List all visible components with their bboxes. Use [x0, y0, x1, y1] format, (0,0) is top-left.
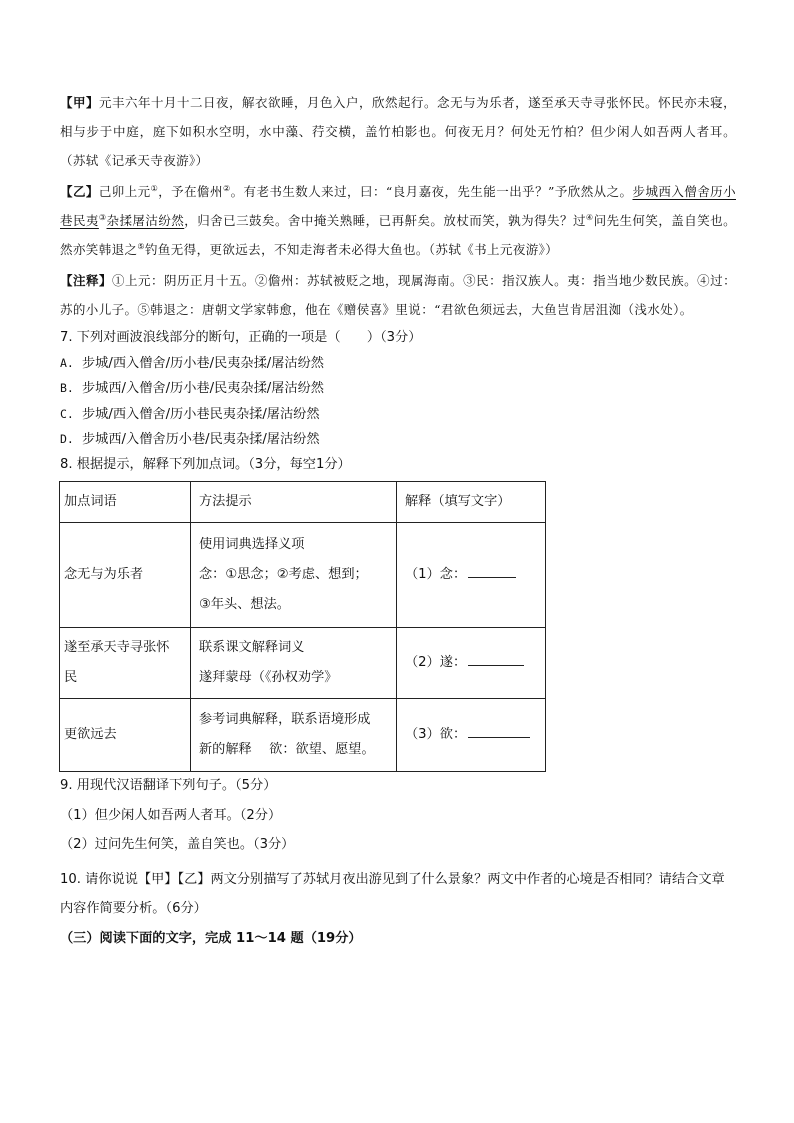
answer-blank-2[interactable] — [468, 651, 524, 666]
passage-yi-text-1: 己卯上元 — [98, 184, 151, 199]
option-key: C. — [60, 406, 74, 421]
table-cell-word — [60, 628, 191, 699]
option-key: B. — [60, 381, 74, 395]
option-text: 步城西/入僧舍历小巷/民夷杂揉/屠沽纷然 — [82, 432, 320, 447]
table-row — [60, 699, 546, 772]
q7-option-c[interactable] — [60, 402, 736, 428]
table-header-row — [60, 482, 546, 523]
passage-yi-text-5: 问先生何笑，盖自笑也。然亦笑韩退之 — [60, 213, 737, 257]
passage-jia — [60, 88, 736, 175]
passage-yi-text-4: ，归舍已三鼓矣。舍中掩关熟睡，已再鼾矣。放杖而笑，孰为得失？过 — [184, 213, 586, 228]
question-9-stem: 9. 用现代汉语翻译下列句子。（5分） — [60, 778, 277, 793]
table-row — [60, 628, 546, 699]
hint-line: 新的解释 欲：欲望、愿望。 — [199, 742, 375, 757]
passage-yi-text-3: 。有老书生数人来过，曰：“良月嘉夜，先生能一出乎？”予欣然从之。 — [230, 184, 633, 199]
table-cell-hint — [191, 628, 397, 699]
table-cell-answer — [397, 523, 546, 628]
word-line: 民 — [64, 670, 78, 685]
question-7-stem: 7. 下列对画波浪线部分的断句，正确的一项是（ ）（3分） — [60, 330, 422, 345]
answer-label: （1）念： — [405, 567, 467, 582]
hint-line: 联系课文解释词义 — [199, 640, 305, 655]
answer-blank-1[interactable] — [468, 563, 516, 578]
note-marker-1: ① — [150, 183, 159, 193]
passage-yi-text-6: 钓鱼无得，更欲远去，不知走海者未必得大鱼也。（苏轼《书上元夜游》） — [144, 242, 559, 257]
table-cell-answer — [397, 628, 546, 699]
table-header-cell: 加点词语 — [60, 482, 191, 523]
notes-text: ①上元：阴历正月十五。②儋州：苏轼被贬之地，现属海南。③民：指汉族人。夷：指当地少数民族。④过：苏的小儿子。⑤韩退之：唐朝文学家韩愈，他在《赠侯喜》里说：“君欲色须远去，大鱼岂肯居沮洳（浅水处）。 — [60, 273, 736, 317]
q7-option-a[interactable] — [60, 351, 736, 377]
notes — [60, 266, 736, 324]
wavy-underlined-text-2: 杂揉屠沽纷然 — [106, 213, 185, 228]
q9-item-2: （2）过问先生何笑，盖自笑也。（3分） — [60, 836, 295, 852]
answer-label: （3）欲： — [405, 727, 467, 742]
hint-line: 遂拜蒙母（《孙权劝学》 — [199, 670, 338, 685]
option-text: 步城/西入僧舍/历小巷民夷杂揉/屠沽纷然 — [82, 406, 320, 422]
table-cell-word: 念无与为乐者 — [60, 523, 191, 628]
hint-line: 参考词典解释，联系语境形成 — [199, 712, 371, 727]
table-cell-hint — [191, 523, 397, 628]
answer-label: （2）遂： — [405, 655, 467, 670]
option-key: A. — [60, 355, 74, 370]
passage-jia-text: 元丰六年十月十二日夜，解衣欲睡，月色入户，欣然起行。念无与为乐者，遂至承天寺寻张怀民。怀民亦未寝，相与步于中庭，庭下如积水空明，水中藻、荇交横，盖竹柏影也。何夜无月？何处无竹柏？但少闲人如吾两人者耳。（苏轼《记承天寺夜游》） — [60, 95, 736, 168]
option-text: 步城西/入僧舍/历小巷/民夷杂揉/屠沽纷然 — [82, 381, 324, 396]
q8-table — [59, 481, 546, 772]
passage-jia-tag: 【甲】 — [60, 95, 100, 110]
table-cell-word: 更欲远去 — [60, 699, 191, 772]
answer-blank-3[interactable] — [468, 723, 530, 738]
hint-line: 使用词典选择义项 — [199, 537, 305, 552]
hint-line: 念：①思念；②考虑、想到； — [199, 567, 368, 582]
note-marker-4: ④ — [585, 212, 594, 222]
table-header-cell: 解释（填写文字） — [397, 482, 546, 523]
hint-line: ③年头、想法。 — [199, 597, 290, 612]
notes-tag: 【注释】 — [60, 273, 113, 288]
word-line: 遂至承天寺寻张怀 — [64, 640, 170, 655]
exam-page — [60, 88, 736, 951]
note-marker-2: ② — [222, 183, 231, 193]
passage-yi-text-2: ，予在儋州 — [158, 184, 223, 199]
table-row — [60, 523, 546, 628]
table-header-cell: 方法提示 — [191, 482, 397, 523]
note-marker-3: ③ — [98, 212, 107, 222]
table-cell-answer — [397, 699, 546, 772]
passage-yi-tag: 【乙】 — [60, 184, 99, 199]
question-8-stem: 8. 根据提示，解释下列加点词。（3分，每空1分） — [60, 456, 351, 472]
q7-option-d[interactable] — [60, 427, 736, 453]
question-10-stem: 10. 请你说说【甲】【乙】两文分别描写了苏轼月夜出游见到了什么景象？两文中作者的心境是否相同？请结合文章内容作简要分析。（6分） — [60, 871, 725, 916]
option-key: D. — [60, 432, 74, 446]
note-marker-5: ⑤ — [137, 241, 145, 251]
q7-option-b[interactable] — [60, 376, 736, 402]
option-text: 步城/西入僧舍/历小巷/民夷杂揉/屠沽纷然 — [82, 355, 324, 371]
wavy-underlined-text-1: 步城西入僧舍历小巷民夷 — [60, 184, 736, 228]
q9-item-1: （1）但少闲人如吾两人者耳。（2分） — [60, 807, 282, 823]
passage-yi — [60, 177, 736, 264]
section-3-heading: （三）阅读下面的文字，完成 11～14 题（19分） — [60, 930, 362, 946]
table-cell-hint — [191, 699, 397, 772]
